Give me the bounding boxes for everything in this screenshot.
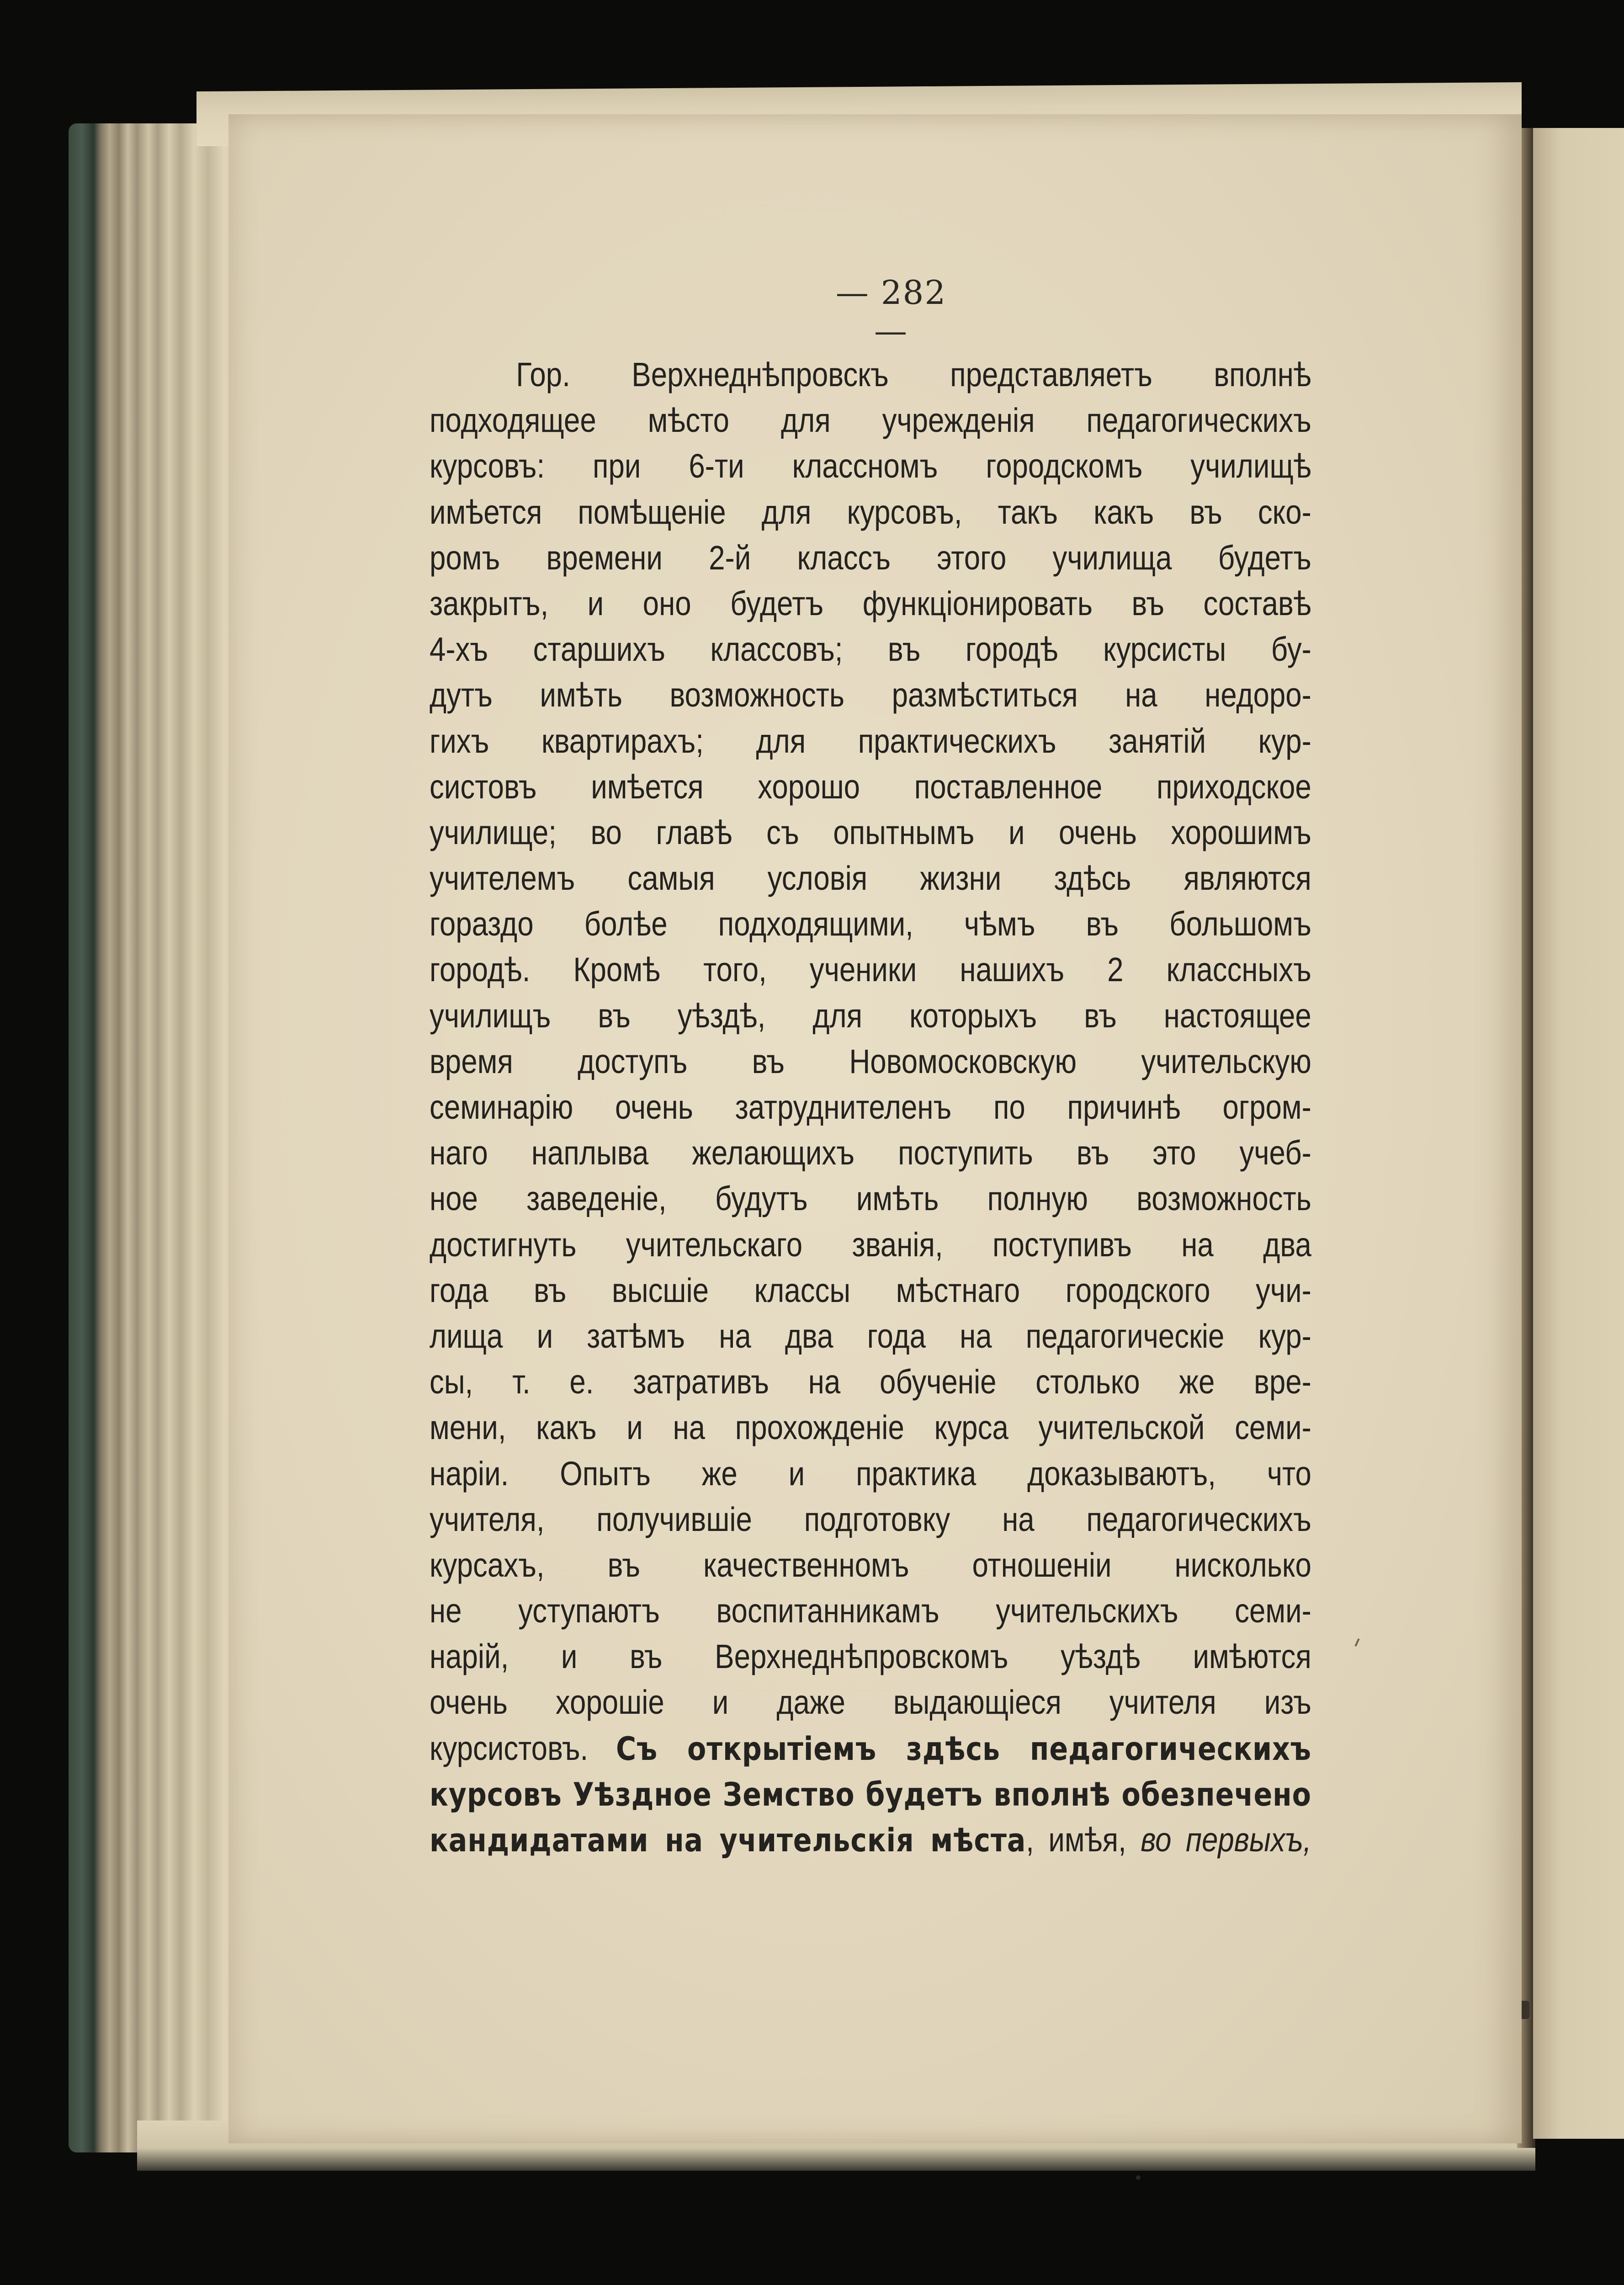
bold-text-segment: кандидатами на учительскія мѣста xyxy=(430,1822,1026,1859)
text-line: лища и затѣмъ на два года на педагогическіе кур- xyxy=(430,1317,1311,1355)
text-line: имѣется помѣщеніе для курсовъ, такъ какъ въ ско- xyxy=(430,493,1311,531)
text-line: мени, какъ и на прохожденіе курса учительской семи- xyxy=(430,1408,1311,1447)
italic-text-segment: во первыхъ, xyxy=(1141,1821,1311,1859)
text-line: гихъ квартирахъ; для практическихъ занятій кур- xyxy=(430,722,1311,760)
text-line: года въ высшіе классы мѣстнаго городского учи- xyxy=(430,1271,1311,1309)
text-line: городѣ. Кромѣ того, ученики нашихъ 2 классныхъ xyxy=(430,951,1311,989)
text-line: подходящее мѣсто для учрежденія педагогическихъ xyxy=(430,401,1311,440)
text-line: училищъ въ уѣздѣ, для которыхъ въ настоящее xyxy=(430,996,1311,1035)
text-line: время доступъ въ Новомосковскую учительскую xyxy=(430,1042,1311,1080)
text-line: семинарію очень затруднителенъ по причинѣ огром- xyxy=(430,1088,1311,1126)
text-line xyxy=(430,1726,1311,1771)
page-number: — 282 — xyxy=(835,273,947,350)
text-line: училище; во главѣ съ опытнымъ и очень хорошимъ xyxy=(430,813,1311,851)
text-line: Гор. Верхнеднѣпровскъ представляетъ вполнѣ xyxy=(516,356,1311,393)
text-line xyxy=(430,1817,1311,1863)
page-body-text xyxy=(430,352,1311,1863)
bold-text-segment: курсовъ Уѣздное Земство будетъ вполнѣ обезпечено xyxy=(430,1775,1311,1813)
text-line: дутъ имѣть возможность размѣститься на недоро- xyxy=(430,676,1311,714)
text-line: достигнуть учительскаго званія, поступивъ на два xyxy=(430,1225,1311,1264)
text-line: сы, т. е. затративъ на обученіе столько же вре- xyxy=(430,1363,1311,1401)
text-line: закрытъ, и оно будетъ функціонировать въ составѣ xyxy=(430,584,1311,622)
text-line: учителемъ самыя условія жизни здѣсь являются xyxy=(430,859,1311,898)
text-line: наго наплыва желающихъ поступить въ это учеб- xyxy=(430,1134,1311,1172)
next-page-edge xyxy=(1533,128,1624,2139)
text-line: 4-хъ старшихъ классовъ; въ городѣ курсисты бу- xyxy=(430,630,1311,669)
text-line: ромъ времени 2-й классъ этого училища будетъ xyxy=(430,538,1311,577)
text-line: гораздо болѣе подходящими, чѣмъ въ большомъ xyxy=(430,905,1311,943)
text-line: не уступаютъ воспитанникамъ учительскихъ семи- xyxy=(430,1592,1311,1630)
text-line: нарій, и въ Верхнеднѣпровскомъ уѣздѣ имѣются xyxy=(430,1637,1311,1676)
text-segment: курсистовъ. xyxy=(430,1729,616,1767)
text-line: очень хорошіе и даже выдающіеся учителя изъ xyxy=(430,1683,1311,1722)
text-line: ное заведеніе, будутъ имѣть полную возможность xyxy=(430,1180,1311,1218)
text-line: систовъ имѣется хорошо поставленное приходское xyxy=(430,767,1311,806)
bold-text-segment: Съ открытіемъ здѣсь педагогическихъ xyxy=(616,1730,1311,1768)
text-line: наріи. Опытъ же и практика доказываютъ, что xyxy=(430,1454,1311,1493)
text-line: курсахъ, въ качественномъ отношеніи нисколько xyxy=(430,1546,1311,1584)
text-segment: , имѣя, xyxy=(1026,1821,1141,1859)
paper-speck xyxy=(1136,2175,1141,2180)
text-line: курсовъ: при 6-ти классномъ городскомъ училищѣ xyxy=(430,447,1311,485)
text-line: учителя, получившіе подготовку на педагогическихъ xyxy=(430,1500,1311,1538)
text-line xyxy=(430,1771,1311,1817)
